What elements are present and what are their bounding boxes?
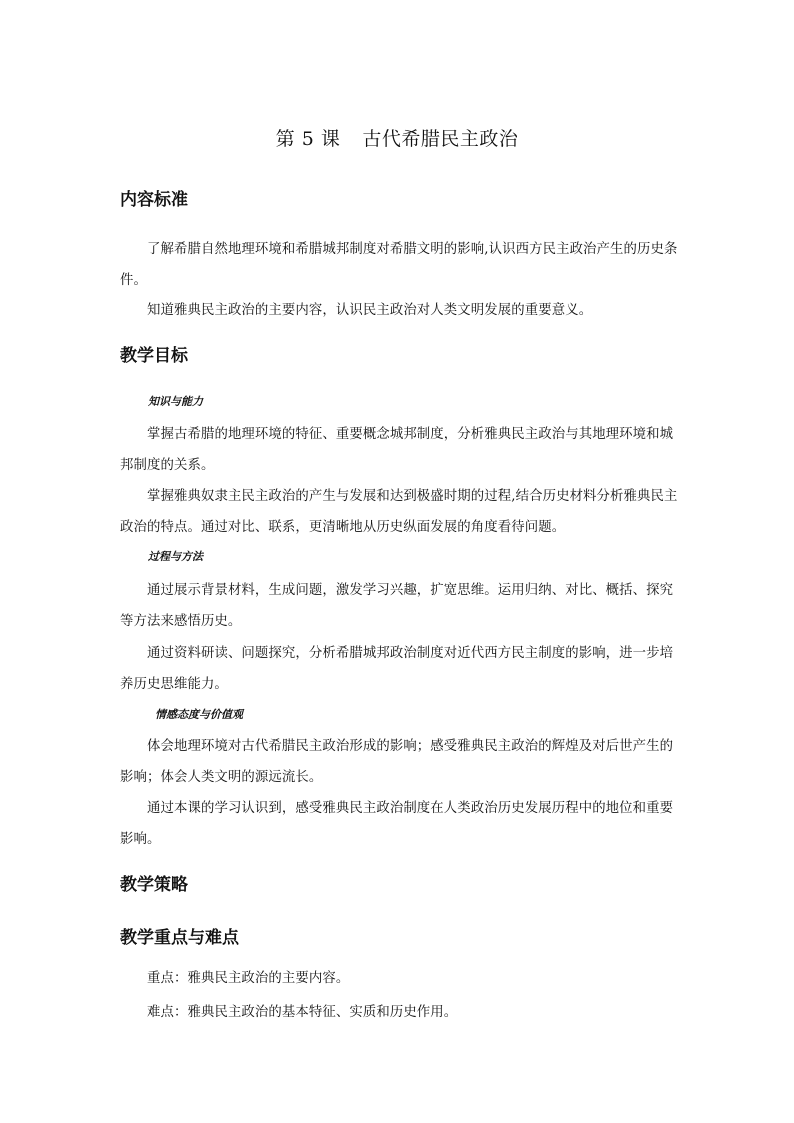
subheading-knowledge-ability: 知识与能力 [148, 395, 203, 408]
knowledge-paragraph-1: 掌握古希腊的地理环境的特征、重要概念城邦制度，分析雅典民主政治与其地理环境和城邦制度的关系。 [120, 427, 674, 473]
page-title [0, 125, 794, 153]
process-paragraph-2: 通过资料研读、问题探究，分析希腊城邦政治制度对近代西方民主制度的影响，进一步培养历史思维能力。 [120, 646, 674, 692]
key-point-text: 重点：雅典民主政治的主要内容。 [147, 971, 350, 986]
subheading-process-method: 过程与方法 [148, 550, 203, 563]
knowledge-paragraph-2: 掌握雅典奴隶主民主政治的产生与发展和达到极盛时期的过程,结合历史材料分析雅典民主政治的特点。通过对比、联系，更清晰地从历史纵面发展的角度看待问题。 [120, 489, 678, 535]
lesson-number: 第 5 课 [275, 128, 341, 150]
attitude-paragraph-2: 通过本课的学习认识到，感受雅典民主政治制度在人类政治历史发展历程中的地位和重要影响。 [120, 801, 674, 847]
attitude-paragraph-1: 体会地理环境对古代希腊民主政治形成的影响；感受雅典民主政治的辉煌及对后世产生的影响；体会人类文明的源远流长。 [120, 739, 674, 785]
subheading-attitude-values: 情感态度与价值观 [155, 708, 243, 721]
heading-content-standard: 内容标准 [120, 190, 188, 210]
heading-teaching-strategy: 教学策略 [120, 875, 188, 895]
difficulty-text: 难点：雅典民主政治的基本特征、实质和历史作用。 [147, 1005, 458, 1020]
content-standard-paragraph-1: 了解希腊自然地理环境和希腊城邦制度对希腊文明的影响,认识西方民主政治产生的历史条件。 [120, 242, 678, 288]
process-paragraph-1: 通过展示背景材料，生成问题，激发学习兴趣，扩宽思维。运用归纳、对比、概括、探究等方法来感悟历史。 [120, 583, 674, 629]
lesson-title: 古代希腊民主政治 [362, 128, 519, 150]
content-standard-paragraph-2: 知道雅典民主政治的主要内容，认识民主政治对人类文明发展的重要意义。 [147, 303, 593, 318]
heading-key-points-difficulties: 教学重点与难点 [120, 928, 239, 948]
heading-teaching-goals: 教学目标 [120, 346, 188, 366]
